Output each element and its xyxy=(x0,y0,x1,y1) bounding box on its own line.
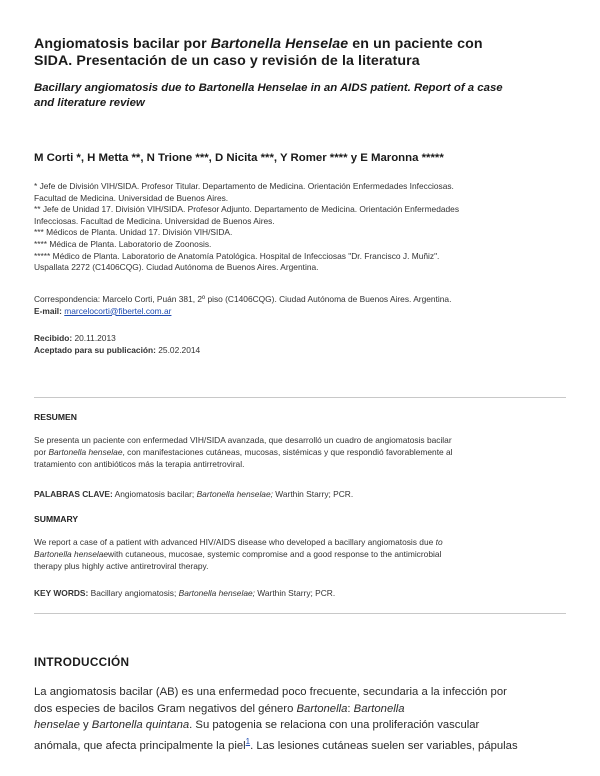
affiliation-line: ***** Médico de Planta. Laboratorio de Anatomía Patológica. Hospital de Infecciosas "Dr. Francisco J. Muñiz". xyxy=(34,250,440,261)
summary-text xyxy=(34,537,566,572)
correspondence xyxy=(34,294,574,317)
summary-heading: SUMMARY xyxy=(34,514,79,524)
resumen-text xyxy=(34,435,566,470)
affiliation-line: Infecciosas. Facultad de Medicina. Universidad de Buenos Aires. xyxy=(34,215,275,226)
affiliations xyxy=(34,181,574,274)
author-list: M Corti *, H Metta **, N Trione ***, D Nicita ***, Y Romer **** y E Maronna ***** xyxy=(34,152,444,164)
received-label: Recibido: xyxy=(34,333,73,343)
correspondence-email-row xyxy=(34,306,574,318)
received-date: 20.11.2013 xyxy=(74,333,116,343)
palabras-clave: PALABRAS CLAVE: Angiomatosis bacilar; Bartonella henselae; Warthin Starry; PCR. xyxy=(34,489,354,499)
section-divider xyxy=(34,613,566,614)
english-title-line-1: Bacillary angiomatosis due to Bartonella Henselae in an AIDS patient. Report of a case xyxy=(34,82,503,94)
article-title xyxy=(34,36,534,70)
article-dates xyxy=(34,333,200,356)
email-link[interactable]: marcelocorti@fibertel.com.ar xyxy=(64,305,172,316)
intro-line: dos especies de bacilos Gram negativos del género Bartonella: Bartonella xyxy=(34,702,405,715)
summary-line: We report a case of a patient with advanced HIV/AIDS disease who developed a bacillary angiomatosis due to xyxy=(34,537,443,547)
reference-link[interactable]: 1 xyxy=(245,737,251,747)
accepted-label: Aceptado para su publicación: xyxy=(34,344,156,355)
affiliation-line: * Jefe de División VIH/SIDA. Profesor Titular. Departamento de Medicina. Orientación Enfermedades Infecciosas. xyxy=(34,181,454,191)
resumen-line: Se presenta un paciente con enfermedad VIH/SIDA avanzada, que desarrolló un cuadro de angiomatosis bacilar xyxy=(34,435,452,445)
summary-line: Bartonella henselaewith cutaneous, mucosae, systemic compromise and a good response to the antimicrobial xyxy=(34,548,442,559)
title-line-1: Angiomatosis bacilar por Bartonella Henselae en un paciente con xyxy=(34,36,483,52)
received-date-row xyxy=(34,333,200,345)
affiliation-line: Facultad de Medicina. Universidad de Buenos Aires. xyxy=(34,192,229,203)
introduction-heading: INTRODUCCIÓN xyxy=(34,655,130,669)
accepted-date: 25.02.2014 xyxy=(158,344,201,355)
resumen-heading: RESUMEN xyxy=(34,412,77,422)
accepted-date-row xyxy=(34,345,200,357)
correspondence-address: Correspondencia: Marcelo Corti, Puán 381, 2º piso (C1406CQG). Ciudad Autónoma de Buenos Aires. Argentina. xyxy=(34,294,452,304)
affiliation-line: *** Médicos de Planta. Unidad 17. División VIH/SIDA. xyxy=(34,227,233,238)
introduction-text xyxy=(34,684,574,755)
english-title-line-2: and literature review xyxy=(34,97,145,109)
english-title xyxy=(34,81,564,111)
resumen-line: por Bartonella henselae, con manifestaciones cutáneas, mucosas, sistémicas y que respondió favorablemente al xyxy=(34,446,453,457)
summary-line: therapy plus highly active antiretroviral therapy. xyxy=(34,560,209,571)
title-species: Bartonella Henselae xyxy=(210,36,349,52)
intro-line: La angiomatosis bacilar (AB) es una enfermedad poco frecuente, secundaria a la infección por xyxy=(34,686,507,698)
section-divider xyxy=(34,397,566,398)
resumen-line: tratamiento con antibióticos más la terapia antirretroviral. xyxy=(34,458,245,469)
intro-line: henselae y Bartonella quintana. Su patogenia se relaciona con una proliferación vascular xyxy=(34,719,480,732)
affiliation-line: ** Jefe de Unidad 17. División VIH/SIDA. Profesor Adjunto. Departamento de Medicina. Orientación Enfermedades xyxy=(34,204,460,215)
affiliation-line: **** Médica de Planta. Laboratorio de Zoonosis. xyxy=(34,238,212,249)
intro-line: anómala, que afecta principalmente la piel$^1$. Las lesiones cutáneas suelen ser variables, pápulas xyxy=(34,737,518,752)
affiliation-line: Uspallata 2272 (C1406CQG). Ciudad Autónoma de Buenos Aires. Argentina. xyxy=(34,262,319,273)
title-line-2: SIDA. Presentación de un caso y revisión de la literatura xyxy=(34,53,420,69)
key-words: KEY WORDS: Bacillary angiomatosis; Bartonella henselae; Warthin Starry; PCR. xyxy=(34,588,336,598)
email-label: E-mail: xyxy=(34,305,62,316)
